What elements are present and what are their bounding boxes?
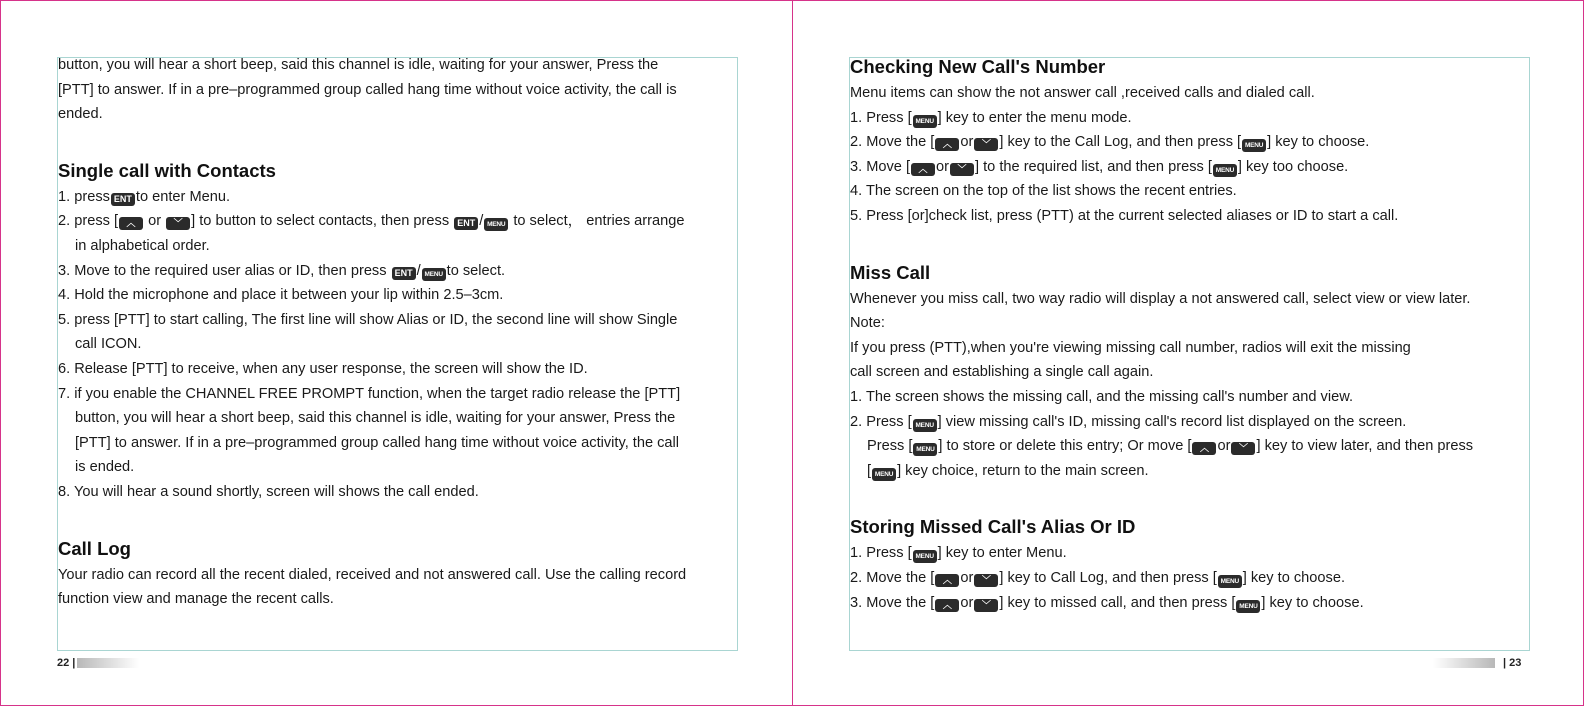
step-3: 3. Move the [ ︿ or ﹀ ] key to missed call, and then press [ MENU ] key to choose. — [850, 594, 1364, 611]
menu-key-icon: MENU — [1213, 164, 1237, 177]
down-key-icon: ﹀ — [950, 163, 974, 176]
menu-key-icon: MENU — [913, 443, 937, 456]
step-5-cont: call ICON. — [75, 336, 142, 353]
step-4: 4. The screen on the top of the list shows the recent entries. — [850, 183, 1237, 200]
menu-key-icon: MENU — [422, 268, 446, 281]
step-2: 2. Press [ MENU ] view missing call's ID, missing call's record list displayed on the screen. — [850, 413, 1407, 430]
menu-key-icon: MENU — [484, 218, 508, 231]
menu-key-icon: MENU — [872, 468, 896, 481]
step-2-cont: Press [ MENU ] to store or delete this entry; Or move [ ︿ or ﹀ ] key to view later, and then press — [867, 438, 1474, 455]
note-label: Note: — [850, 315, 885, 332]
step-1: 1. Press [ MENU ] key to enter the menu mode. — [850, 109, 1132, 126]
step-8: 8. You will hear a sound shortly, screen will shows the call ended. — [58, 483, 479, 500]
down-key-icon: ﹀ — [166, 217, 190, 230]
step-1: 1. Press [ MENU ] key to enter Menu. — [850, 545, 1067, 562]
menu-key-icon: MENU — [1218, 575, 1242, 588]
step-2: 2. Move the [ ︿ or ﹀ ] key to Call Log, and then press [ MENU ] key to choose. — [850, 569, 1345, 586]
up-key-icon: ︿ — [911, 163, 935, 176]
step-2: 2. press [ ︿ or ﹀ ] to button to select contacts, then press ENT / MENU to select， entries arrange — [58, 213, 685, 230]
down-key-icon: ﹀ — [1231, 442, 1255, 455]
step-2-cont: in alphabetical order. — [75, 237, 210, 254]
up-key-icon: ︿ — [935, 599, 959, 612]
menu-key-icon: MENU — [1242, 139, 1266, 152]
left-page-content — [58, 53, 758, 612]
page-number-bar — [77, 658, 139, 668]
ent-key-icon: ENT — [392, 267, 416, 280]
paragraph-line: Whenever you miss call, two way radio will display a not answered call, select view or view later. — [850, 290, 1471, 307]
up-key-icon: ︿ — [935, 574, 959, 587]
page-number-bar — [1433, 658, 1495, 668]
right-page-content — [850, 53, 1550, 615]
up-key-icon: ︿ — [1192, 442, 1216, 455]
up-key-icon: ︿ — [935, 138, 959, 151]
step-6: 6. Release [PTT] to receive, when any user response, the screen will show the ID. — [58, 360, 588, 377]
step-7-cont: [PTT] to answer. If in a pre–programmed group called hang time without voice activity, the call — [75, 434, 680, 451]
step-3: 3. Move [ ︿ or ﹀ ] to the required list, and then press [ MENU ] key too choose. — [850, 158, 1349, 175]
down-key-icon: ﹀ — [974, 599, 998, 612]
step-1: 1. The screen shows the missing call, and the missing call's number and view. — [850, 388, 1353, 405]
ent-key-icon: ENT — [111, 193, 135, 206]
paragraph-line: function view and manage the recent calls. — [58, 591, 334, 608]
page-number: 22 | — [57, 657, 76, 669]
up-key-icon: ︿ — [119, 217, 143, 230]
ent-key-icon: ENT — [454, 217, 478, 230]
right-page — [792, 0, 1584, 706]
paragraph-line: button, you will hear a short beep, said this channel is idle, waiting for your answer, Press the — [58, 57, 659, 73]
menu-key-icon: MENU — [913, 550, 937, 563]
paragraph-line: Menu items can show the not answer call ,received calls and dialed call. — [850, 85, 1315, 101]
heading-miss-call: Miss Call — [850, 261, 931, 283]
paragraph-line: [PTT] to answer. If in a pre–programmed group called hang time without voice activity, the call is — [58, 81, 677, 98]
menu-key-icon: MENU — [913, 419, 937, 432]
step-7-cont: is ended. — [75, 459, 135, 476]
step-3: 3. Move to the required user alias or ID, then press ENT / MENU to select. — [58, 262, 506, 279]
paragraph-line: Your radio can record all the recent dialed, received and not answered call. Use the calling record — [58, 566, 687, 583]
step-4: 4. Hold the microphone and place it between your lip within 2.5–3cm. — [58, 287, 504, 304]
heading-single-call: Single call with Contacts — [58, 159, 276, 181]
heading-storing-missed-call: Storing Missed Call's Alias Or ID — [850, 516, 1136, 538]
note-line: If you press (PTT),when you're viewing missing call number, radios will exit the missing — [850, 339, 1411, 356]
heading-checking-new-calls: Checking New Call's Number — [850, 56, 1106, 77]
step-1: 1. press ENT to enter Menu. — [58, 188, 231, 205]
step-5: 5. Press [or]check list, press (PTT) at the current selected aliases or ID to start a call. — [850, 207, 1399, 224]
step-7-cont: button, you will hear a short beep, said this channel is idle, waiting for your answer, Press the — [75, 410, 676, 427]
page-number: | 23 — [1503, 657, 1522, 669]
menu-key-icon: MENU — [1236, 600, 1260, 613]
step-2: 2. Move the [ ︿ or ﹀ ] key to the Call Log, and then press [ MENU ] key to choose. — [850, 134, 1370, 151]
paragraph-line: ended. — [58, 106, 103, 123]
down-key-icon: ﹀ — [974, 138, 998, 151]
note-line: call screen and establishing a single call again. — [850, 364, 1154, 381]
heading-call-log: Call Log — [58, 537, 131, 559]
step-7: 7. if you enable the CHANNEL FREE PROMPT function, when the target radio release the [PTT] — [58, 385, 681, 402]
step-5: 5. press [PTT] to start calling, The first line will show Alias or ID, the second line will show Single — [58, 311, 678, 328]
menu-key-icon: MENU — [913, 115, 937, 128]
down-key-icon: ﹀ — [974, 574, 998, 587]
step-2-cont: [ MENU ] key choice, return to the main screen. — [867, 462, 1149, 479]
left-page — [0, 0, 792, 706]
